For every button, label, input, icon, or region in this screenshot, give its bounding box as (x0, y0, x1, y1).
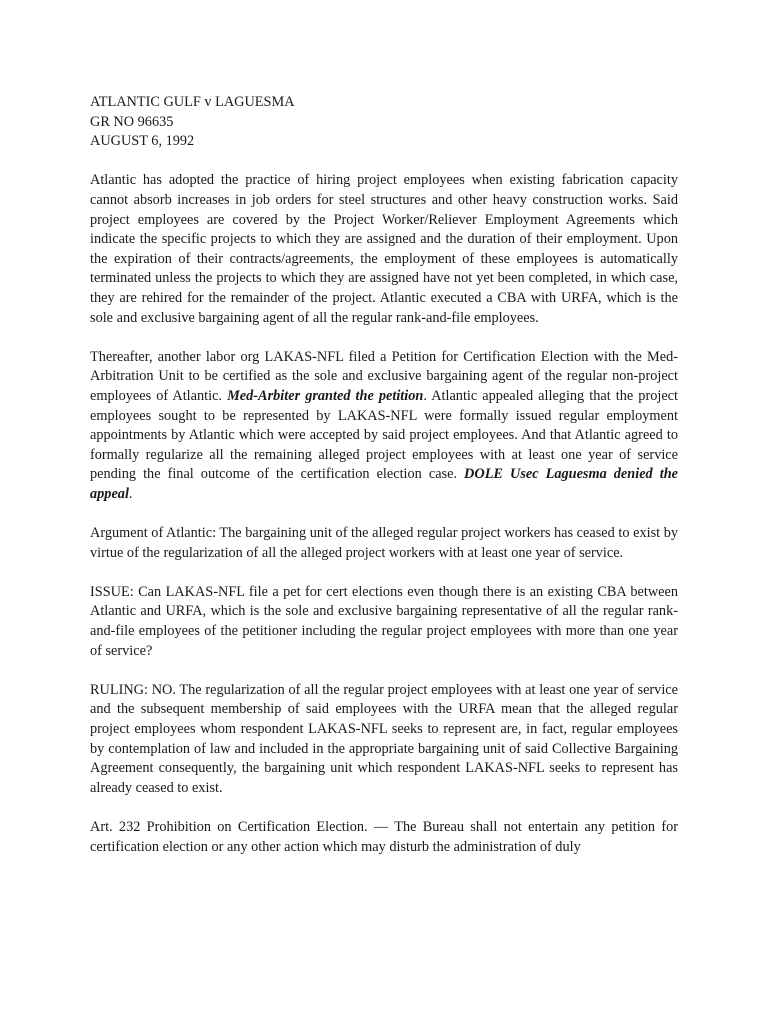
argument-paragraph: Argument of Atlantic: The bargaining unit of the alleged regular project workers has ceased to exist by virtue of the regularization of all the alleged project workers with at least one year of service. (90, 525, 678, 561)
article-paragraph: Art. 232 Prohibition on Certification Election. — The Bureau shall not entertain any petition for certification election or any other action which may disturb the administration of duly (90, 818, 678, 855)
facts-paragraph-2 (90, 348, 678, 505)
facts-2-emphasis-petition-granted: Med-Arbiter granted the petition (227, 387, 424, 404)
facts-2-text-b: . Atlantic appealed alleging that the project employees sought to be represented by LAKAS-NFL were formally issued regular employment appointments by Atlantic which were accepted by said project employees. And that Atlantic agreed to formally regularize all the remaining alleged project employees with at least one year of service pending the final outcome of the certification election case. (90, 387, 678, 483)
ruling-paragraph: RULING: NO. The regularization of all the regular project employees with at least one year of service and the subsequent membership of said employees with the URFA mean that the alleged regular project employees whom respondent LAKAS-NFL seeks to represent are, in fact, regular employees by contemplation of law and included in the appropriate bargaining unit of said Collective Bargaining Agreement consequently, the bargaining unit which respondent LAKAS-NFL seeks to represent has already ceased to exist. (90, 681, 678, 796)
decision-date: AUGUST 6, 1992 (90, 133, 195, 150)
facts-2-emphasis-appeal-denied: DOLE Usec Laguesma denied the appeal (90, 466, 678, 502)
facts-2-text-c: . (128, 485, 133, 502)
facts-paragraph-1: Atlantic has adopted the practice of hiring project employees when existing fabrication capacity cannot absorb increases in job orders for steel structures and other heavy construction works. Said project employees are covered by the Project Worker/Reliever Employment Agreements which indicate the specific projects to which they are assigned and the duration of their employment. Upon the expiration of their contracts/agreements, the employment of these employees is automatically terminated unless the projects to which they are assigned have not yet been completed, in which case, they are rehired for the remainder of the project. Atlantic executed a CBA with URFA, which is the sole and exclusive bargaining agent of all the regular rank-and-file employees. (90, 172, 678, 326)
case-title: ATLANTIC GULF v LAGUESMA (90, 94, 295, 110)
facts-2-text-a: Thereafter, another labor org LAKAS-NFL filed a Petition for Certification Election with the Med-Arbitration Unit to be certified as the sole and exclusive bargaining agent of the regular non-project employees of Atlantic. (90, 348, 678, 404)
issue-paragraph: ISSUE: Can LAKAS-NFL file a pet for cert elections even though there is an existing CBA between Atlantic and URFA, which is the sole and exclusive bargaining representative of all the regular rank-and-file employees of the petitioner including the regular project employees with more than one year of service? (90, 583, 678, 659)
gr-number: GR NO 96635 (90, 113, 174, 130)
document-page (90, 93, 678, 857)
